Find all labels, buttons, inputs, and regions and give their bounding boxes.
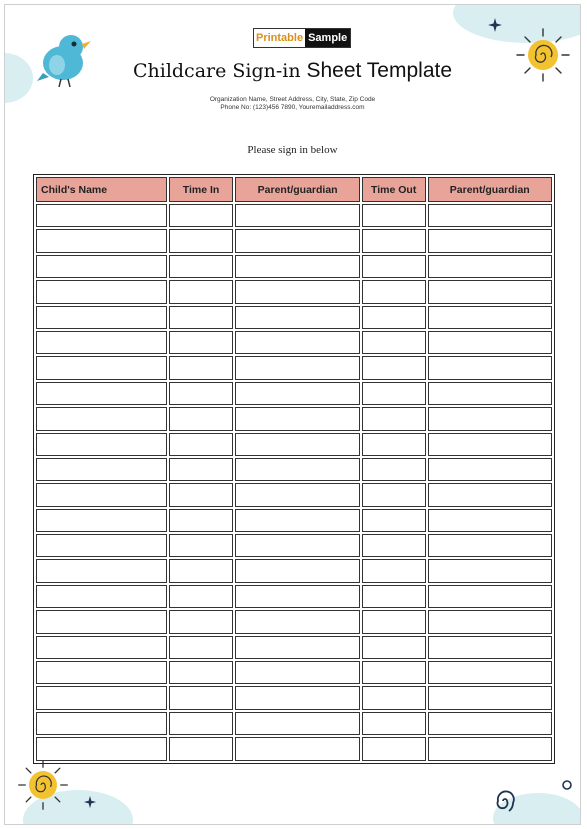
cell-parent-guardian-in[interactable] bbox=[235, 255, 359, 278]
cell-time-out[interactable] bbox=[362, 610, 426, 633]
cell-parent-guardian-out[interactable] bbox=[428, 229, 553, 252]
cell-time-in[interactable] bbox=[169, 509, 234, 532]
cell-time-out[interactable] bbox=[362, 661, 426, 684]
cell-childs-name[interactable] bbox=[36, 280, 167, 303]
cell-childs-name[interactable] bbox=[36, 407, 167, 430]
cell-parent-guardian-in[interactable] bbox=[235, 280, 359, 303]
table-row bbox=[36, 458, 552, 481]
cell-parent-guardian-in[interactable] bbox=[235, 534, 359, 557]
cell-time-out[interactable] bbox=[362, 559, 426, 582]
cell-childs-name[interactable] bbox=[36, 382, 167, 405]
star-icon bbox=[487, 17, 503, 33]
table-row bbox=[36, 306, 552, 329]
cell-time-out[interactable] bbox=[362, 509, 426, 532]
cell-time-in[interactable] bbox=[169, 458, 234, 481]
cell-childs-name[interactable] bbox=[36, 686, 167, 709]
cell-parent-guardian-out[interactable] bbox=[428, 509, 553, 532]
cell-parent-guardian-out[interactable] bbox=[428, 458, 553, 481]
header-parent-guardian-in: Parent/guardian bbox=[235, 177, 359, 202]
cell-time-in[interactable] bbox=[169, 382, 234, 405]
cell-time-in[interactable] bbox=[169, 737, 234, 760]
cell-parent-guardian-in[interactable] bbox=[235, 306, 359, 329]
table-row bbox=[36, 686, 552, 709]
cell-time-in[interactable] bbox=[169, 433, 234, 456]
cell-childs-name[interactable] bbox=[36, 661, 167, 684]
cell-childs-name[interactable] bbox=[36, 585, 167, 608]
cell-childs-name[interactable] bbox=[36, 534, 167, 557]
cell-time-out[interactable] bbox=[362, 306, 426, 329]
logo-part-2: Sample bbox=[305, 29, 350, 47]
table-row bbox=[36, 610, 552, 633]
star-icon-bottom bbox=[83, 795, 97, 809]
cell-childs-name[interactable] bbox=[36, 306, 167, 329]
org-contact: Phone No: (123)456 7890, Youremailaddress.com bbox=[220, 104, 365, 111]
table-row bbox=[36, 509, 552, 532]
cell-parent-guardian-out[interactable] bbox=[428, 356, 553, 379]
cell-time-out[interactable] bbox=[362, 737, 426, 760]
header-childs-name: Child's Name bbox=[36, 177, 167, 202]
cell-time-out[interactable] bbox=[362, 382, 426, 405]
cell-parent-guardian-out[interactable] bbox=[428, 306, 553, 329]
table-row bbox=[36, 407, 552, 430]
table-row bbox=[36, 382, 552, 405]
cell-parent-guardian-in[interactable] bbox=[235, 229, 359, 252]
cell-parent-guardian-in[interactable] bbox=[235, 407, 359, 430]
cell-time-out[interactable] bbox=[362, 433, 426, 456]
cell-childs-name[interactable] bbox=[36, 737, 167, 760]
table-row bbox=[36, 280, 552, 303]
cell-parent-guardian-in[interactable] bbox=[235, 686, 359, 709]
cell-time-out[interactable] bbox=[362, 483, 426, 506]
table-header-row bbox=[36, 177, 552, 202]
header-time-in: Time In bbox=[169, 177, 234, 202]
cell-childs-name[interactable] bbox=[36, 458, 167, 481]
cell-time-in[interactable] bbox=[169, 229, 234, 252]
cell-childs-name[interactable] bbox=[36, 229, 167, 252]
cell-childs-name[interactable] bbox=[36, 255, 167, 278]
page-title bbox=[5, 59, 580, 83]
ring-icon bbox=[561, 779, 573, 791]
cell-time-in[interactable] bbox=[169, 407, 234, 430]
printable-sample-logo bbox=[253, 28, 351, 48]
cell-parent-guardian-out[interactable] bbox=[428, 407, 553, 430]
header-parent-guardian-out: Parent/guardian bbox=[428, 177, 553, 202]
cell-time-out[interactable] bbox=[362, 280, 426, 303]
swirl-icon bbox=[491, 787, 519, 815]
cell-parent-guardian-in[interactable] bbox=[235, 356, 359, 379]
cell-parent-guardian-in[interactable] bbox=[235, 636, 359, 659]
cell-time-in[interactable] bbox=[169, 559, 234, 582]
cell-parent-guardian-out[interactable] bbox=[428, 280, 553, 303]
cell-parent-guardian-out[interactable] bbox=[428, 636, 553, 659]
organization-info bbox=[5, 96, 580, 112]
table-row bbox=[36, 483, 552, 506]
cell-time-in[interactable] bbox=[169, 585, 234, 608]
cell-parent-guardian-in[interactable] bbox=[235, 712, 359, 735]
cell-parent-guardian-out[interactable] bbox=[428, 331, 553, 354]
cell-parent-guardian-out[interactable] bbox=[428, 661, 553, 684]
sign-in-table bbox=[33, 174, 555, 764]
cell-parent-guardian-out[interactable] bbox=[428, 204, 553, 227]
table-row bbox=[36, 661, 552, 684]
cell-childs-name[interactable] bbox=[36, 433, 167, 456]
cell-parent-guardian-out[interactable] bbox=[428, 686, 553, 709]
cell-time-in[interactable] bbox=[169, 610, 234, 633]
cell-parent-guardian-in[interactable] bbox=[235, 559, 359, 582]
cell-parent-guardian-out[interactable] bbox=[428, 712, 553, 735]
cell-parent-guardian-in[interactable] bbox=[235, 585, 359, 608]
cell-childs-name[interactable] bbox=[36, 204, 167, 227]
cell-childs-name[interactable] bbox=[36, 509, 167, 532]
cell-childs-name[interactable] bbox=[36, 356, 167, 379]
cell-parent-guardian-in[interactable] bbox=[235, 610, 359, 633]
cell-time-in[interactable] bbox=[169, 534, 234, 557]
table-row bbox=[36, 331, 552, 354]
table-row bbox=[36, 737, 552, 760]
cell-time-out[interactable] bbox=[362, 407, 426, 430]
cell-time-out[interactable] bbox=[362, 636, 426, 659]
cell-parent-guardian-out[interactable] bbox=[428, 483, 553, 506]
cell-parent-guardian-in[interactable] bbox=[235, 382, 359, 405]
cell-time-in[interactable] bbox=[169, 280, 234, 303]
sun-icon-bottom bbox=[15, 757, 71, 813]
cell-parent-guardian-in[interactable] bbox=[235, 509, 359, 532]
cell-parent-guardian-in[interactable] bbox=[235, 433, 359, 456]
cell-time-in[interactable] bbox=[169, 331, 234, 354]
header-time-out: Time Out bbox=[362, 177, 426, 202]
org-address: Organization Name, Street Address, City, State, Zip Code bbox=[209, 96, 376, 103]
cell-childs-name[interactable] bbox=[36, 483, 167, 506]
table-row bbox=[36, 585, 552, 608]
table-row bbox=[36, 356, 552, 379]
instruction-text: Please sign in below bbox=[247, 144, 338, 156]
table-row bbox=[36, 204, 552, 227]
cell-childs-name[interactable] bbox=[36, 712, 167, 735]
cell-time-in[interactable] bbox=[169, 356, 234, 379]
cell-time-in[interactable] bbox=[169, 483, 234, 506]
cell-parent-guardian-out[interactable] bbox=[428, 737, 553, 760]
table-body bbox=[36, 204, 552, 761]
cell-time-in[interactable] bbox=[169, 636, 234, 659]
cell-parent-guardian-in[interactable] bbox=[235, 661, 359, 684]
cell-parent-guardian-out[interactable] bbox=[428, 610, 553, 633]
cell-time-out[interactable] bbox=[362, 331, 426, 354]
cell-parent-guardian-out[interactable] bbox=[428, 433, 553, 456]
cell-parent-guardian-in[interactable] bbox=[235, 483, 359, 506]
cell-parent-guardian-out[interactable] bbox=[428, 534, 553, 557]
table-row bbox=[36, 255, 552, 278]
logo-part-1: Printable bbox=[254, 29, 305, 47]
title-part-1: Childcare Sign-in bbox=[132, 60, 301, 82]
table-row bbox=[36, 433, 552, 456]
cell-childs-name[interactable] bbox=[36, 636, 167, 659]
cell-childs-name[interactable] bbox=[36, 559, 167, 582]
cell-time-out[interactable] bbox=[362, 458, 426, 481]
table-row bbox=[36, 229, 552, 252]
table-row bbox=[36, 636, 552, 659]
cell-time-out[interactable] bbox=[362, 585, 426, 608]
cell-time-in[interactable] bbox=[169, 686, 234, 709]
cell-time-out[interactable] bbox=[362, 686, 426, 709]
cell-parent-guardian-out[interactable] bbox=[428, 585, 553, 608]
cell-time-out[interactable] bbox=[362, 712, 426, 735]
cell-childs-name[interactable] bbox=[36, 331, 167, 354]
cell-childs-name[interactable] bbox=[36, 610, 167, 633]
cell-time-in[interactable] bbox=[169, 255, 234, 278]
cell-parent-guardian-in[interactable] bbox=[235, 204, 359, 227]
sign-in-sheet-page bbox=[4, 4, 581, 825]
cell-parent-guardian-in[interactable] bbox=[235, 737, 359, 760]
cell-time-in[interactable] bbox=[169, 204, 234, 227]
cell-parent-guardian-out[interactable] bbox=[428, 559, 553, 582]
cell-parent-guardian-in[interactable] bbox=[235, 458, 359, 481]
cell-time-in[interactable] bbox=[169, 712, 234, 735]
cell-parent-guardian-out[interactable] bbox=[428, 255, 553, 278]
cell-time-out[interactable] bbox=[362, 534, 426, 557]
cell-time-out[interactable] bbox=[362, 229, 426, 252]
cell-time-out[interactable] bbox=[362, 204, 426, 227]
table-row bbox=[36, 712, 552, 735]
cell-parent-guardian-out[interactable] bbox=[428, 382, 553, 405]
title-part-2: Sheet Template bbox=[306, 59, 453, 82]
cell-time-out[interactable] bbox=[362, 255, 426, 278]
cell-time-in[interactable] bbox=[169, 306, 234, 329]
table-row bbox=[36, 534, 552, 557]
table-row bbox=[36, 559, 552, 582]
cell-time-out[interactable] bbox=[362, 356, 426, 379]
cell-time-in[interactable] bbox=[169, 661, 234, 684]
cell-parent-guardian-in[interactable] bbox=[235, 331, 359, 354]
